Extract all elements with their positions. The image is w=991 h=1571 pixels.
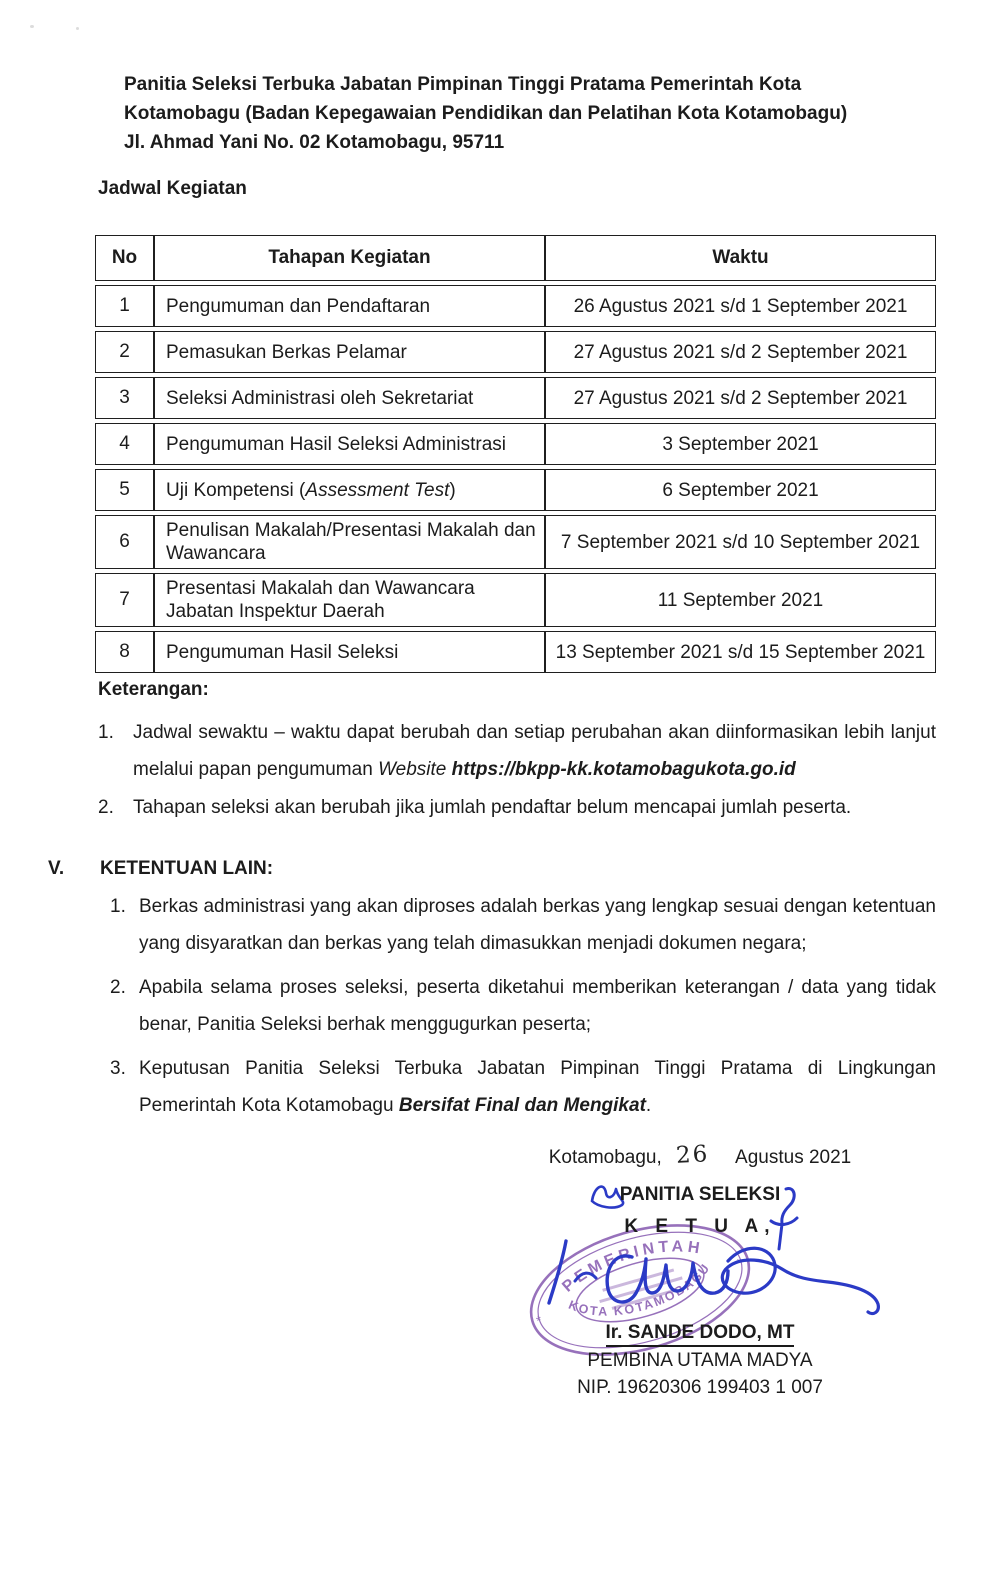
list-item xyxy=(110,888,936,962)
notes-title: Keterangan: xyxy=(98,679,209,700)
website-url: https://bkpp-kk.kotamobagukota.go.id xyxy=(451,759,796,780)
row-number: 1 xyxy=(95,285,154,327)
table-row xyxy=(95,515,936,569)
activity-text: Uji Kompetensi ( xyxy=(166,479,306,501)
table-header-row xyxy=(95,235,936,281)
row-time: 27 Agustus 2021 s/d 2 September 2021 xyxy=(545,331,936,373)
handwritten-signature xyxy=(480,1177,900,1377)
header-line-1: Panitia Seleksi Terbuka Jabatan Pimpinan Tinggi Pratama Pemerintah Kota xyxy=(124,74,802,95)
scan-speck xyxy=(30,25,34,28)
activity-text: ) xyxy=(449,479,456,501)
provision-text: Keputusan Panitia Seleksi Terbuka Jabatan Pimpinan Tinggi Pratama di Lingkungan Pemerintah Kota Kotamobagu xyxy=(139,1058,936,1116)
row-number: 6 xyxy=(95,515,154,569)
row-activity: Penulisan Makalah/Presentasi Makalah dan Wawancara xyxy=(154,515,545,569)
list-item xyxy=(110,969,936,1043)
row-time: 27 Agustus 2021 s/d 2 September 2021 xyxy=(545,377,936,419)
row-time: 7 September 2021 s/d 10 September 2021 xyxy=(545,515,936,569)
table-row xyxy=(95,285,936,327)
item-text: Berkas administrasi yang akan diproses adalah berkas yang lengkap sesuai dengan ketentuan yang disyaratkan dan berkas yang telah dimasukkan menjadi dokumen negara; xyxy=(139,896,936,954)
row-number: 7 xyxy=(95,573,154,627)
signer-name xyxy=(488,1322,912,1347)
website-label: Website xyxy=(378,759,452,780)
stamp-star-left: * xyxy=(534,1312,544,1329)
notes-section xyxy=(98,679,936,827)
list-item xyxy=(98,714,936,788)
row-time: 26 Agustus 2021 s/d 1 September 2021 xyxy=(545,285,936,327)
svg-text:PEMERINTAH: PEMERINTAH xyxy=(559,1238,705,1296)
row-number: 8 xyxy=(95,631,154,673)
signer-name-text: Ir. SANDE DODO, MT xyxy=(606,1322,795,1347)
note-text: Jadwal sewaktu – waktu dapat berubah dan setiap perubahan akan diinformasikan lebih lanjut melalui papan pengumuman xyxy=(133,722,936,780)
row-activity: Pengumuman Hasil Seleksi Administrasi xyxy=(154,423,545,465)
committee-label: PANITIA SELEKSI xyxy=(619,1184,781,1205)
section-heading xyxy=(48,858,936,880)
column-header-waktu: Waktu xyxy=(545,235,936,281)
svg-text:KOTA KOTAMOBAGU: KOTA KOTAMOBAGU xyxy=(566,1260,714,1319)
table-row xyxy=(95,573,936,627)
section-title: KETENTUAN LAIN: xyxy=(100,858,274,879)
provisions-list xyxy=(110,888,936,1124)
row-time: 3 September 2021 xyxy=(545,423,936,465)
row-time: 11 September 2021 xyxy=(545,573,936,627)
table-row xyxy=(95,423,936,465)
item-text xyxy=(139,1050,936,1124)
scan-speck xyxy=(76,27,79,30)
table-row xyxy=(95,377,936,419)
schedule-table-wrapper xyxy=(95,231,936,677)
schedule-table xyxy=(95,231,936,677)
month-year-label: Agustus 2021 xyxy=(735,1147,852,1168)
signature-block xyxy=(0,1135,991,1465)
item-text: Tahapan seleksi akan berubah jika jumlah pendaftar belum mencapai jumlah peserta. xyxy=(133,797,852,818)
table-row xyxy=(95,469,936,511)
row-activity: Presentasi Makalah dan Wawancara Jabatan Inspektur Daerah xyxy=(154,573,545,627)
column-header-no: No xyxy=(95,235,154,281)
item-number: 2. xyxy=(98,797,114,818)
stamp-star-right: * xyxy=(734,1255,744,1272)
place-label: Kotamobagu, xyxy=(548,1147,662,1168)
table-row xyxy=(95,331,936,373)
row-activity xyxy=(154,469,545,511)
handwritten-day: 26 xyxy=(675,1141,710,1169)
row-time: 6 September 2021 xyxy=(545,469,936,511)
header-line-2: Kotamobagu (Badan Kepegawaian Pendidikan dan Pelatihan Kota Kotamobagu) xyxy=(124,103,848,124)
signer-rank: PEMBINA UTAMA MADYA xyxy=(587,1350,813,1371)
row-activity: Pengumuman Hasil Seleksi xyxy=(154,631,545,673)
section-number: V. xyxy=(48,858,65,879)
list-item xyxy=(98,789,936,826)
other-provisions-section xyxy=(48,858,936,1131)
row-number: 4 xyxy=(95,423,154,465)
list-item xyxy=(110,1050,936,1124)
item-number: 1. xyxy=(98,722,114,743)
signer-nip: NIP. 19620306 199403 1 007 xyxy=(577,1377,823,1398)
row-activity: Seleksi Administrasi oleh Sekretariat xyxy=(154,377,545,419)
provision-text: . xyxy=(645,1095,652,1116)
schedule-title: Jadwal Kegiatan xyxy=(98,178,247,199)
row-number: 5 xyxy=(95,469,154,511)
item-text xyxy=(133,714,936,788)
row-activity: Pemasukan Berkas Pelamar xyxy=(154,331,545,373)
item-text: Apabila selama proses seleksi, peserta diketahui memberikan keterangan / data yang tidak benar, Panitia Seleksi berhak menggugurkan peserta; xyxy=(139,977,936,1035)
item-number: 3. xyxy=(110,1058,126,1079)
row-number: 3 xyxy=(95,377,154,419)
document-header xyxy=(124,70,940,157)
row-activity: Pengumuman dan Pendaftaran xyxy=(154,285,545,327)
row-time: 13 September 2021 s/d 15 September 2021 xyxy=(545,631,936,673)
role-label: K E T U A, xyxy=(624,1216,776,1237)
final-binding-phrase: Bersifat Final dan Mengikat xyxy=(398,1095,646,1116)
item-number: 2. xyxy=(110,977,126,998)
column-header-tahapan: Tahapan Kegiatan xyxy=(154,235,545,281)
row-number: 2 xyxy=(95,331,154,373)
place-date-line xyxy=(488,1143,912,1169)
header-address: Jl. Ahmad Yani No. 02 Kotamobagu, 95711 xyxy=(124,132,505,153)
item-number: 1. xyxy=(110,896,126,917)
table-row xyxy=(95,631,936,673)
activity-italic-text: Assessment Test xyxy=(305,479,450,501)
